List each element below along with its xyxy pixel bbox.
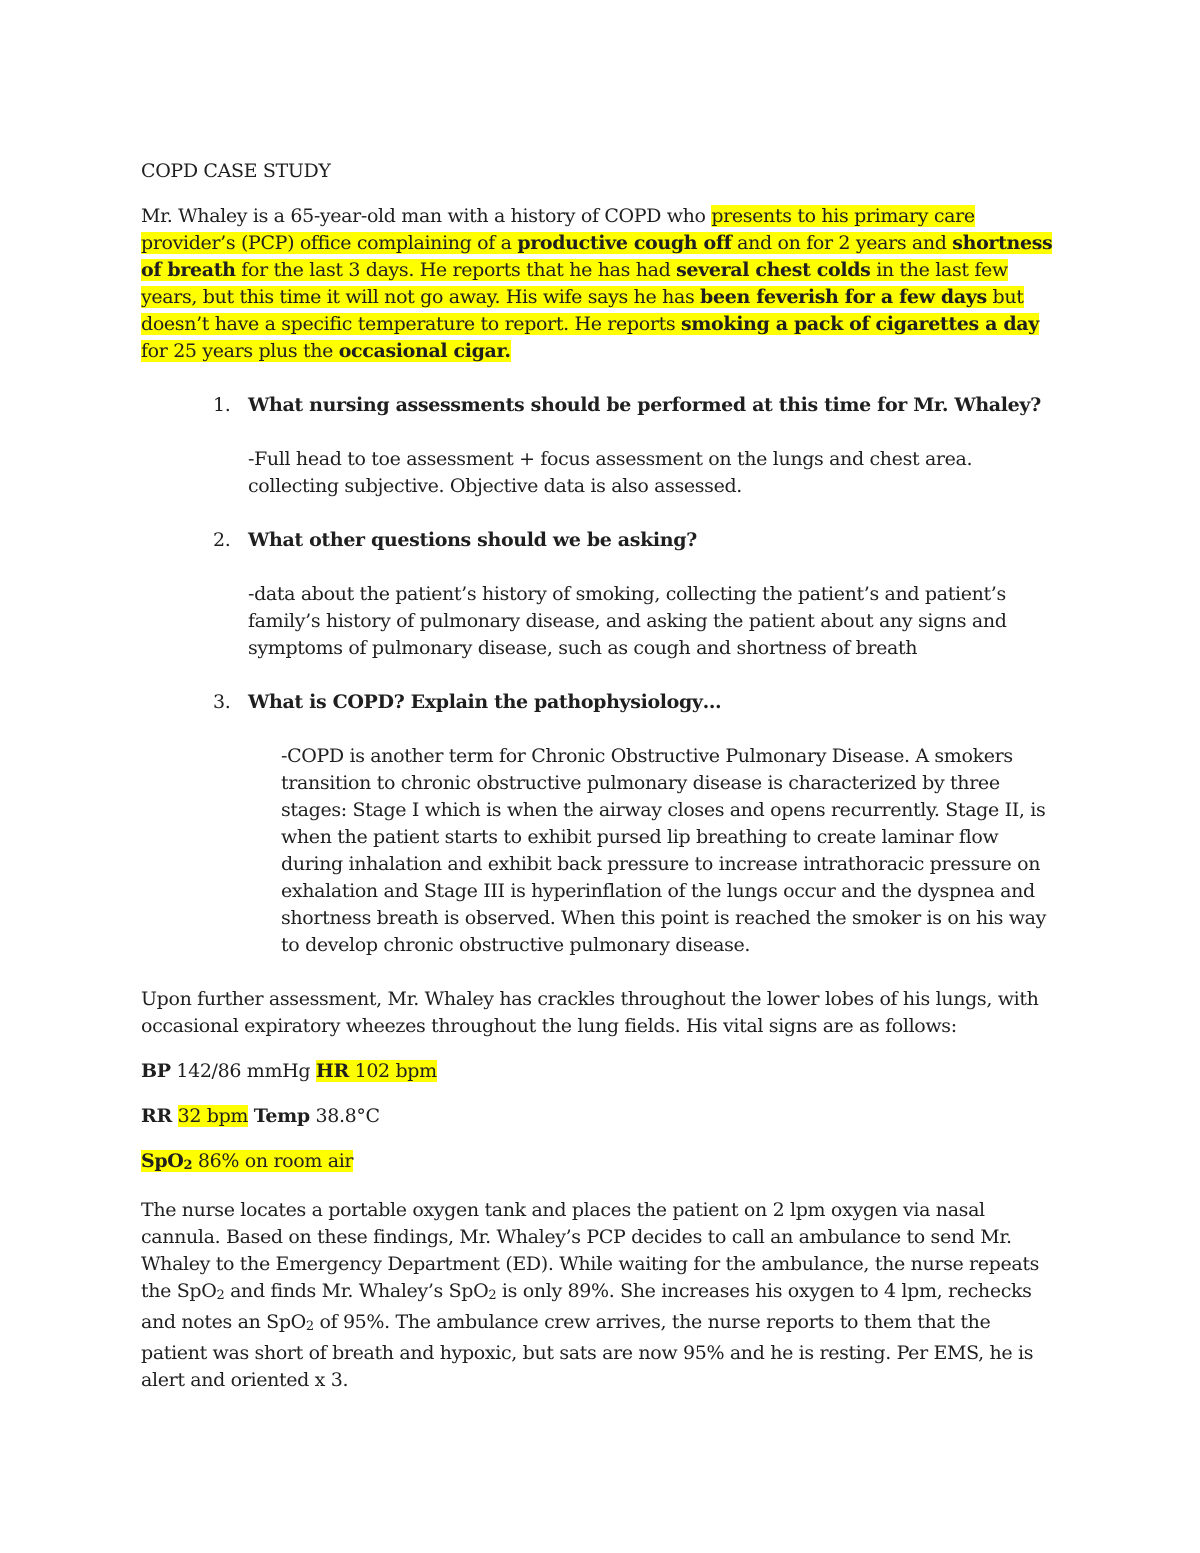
- subscript: 2: [488, 1288, 497, 1303]
- intro-text: and on for 2 years and: [731, 232, 953, 254]
- closing-text: of 95%. The ambulance crew arrives, the nurse reports to them that the patient was short of breath and hypoxic, but sats are now 95% and he is resting. Per EMS, he is alert and oriented x 3.: [141, 1311, 1034, 1391]
- document-title: COPD CASE STUDY: [141, 160, 331, 182]
- subscript: 2: [305, 1319, 314, 1334]
- intro-bold: productive cough off: [517, 232, 732, 254]
- intro-text: but doesn’t have a specific temperature to report. He reports: [141, 286, 1024, 335]
- bp-label: BP: [141, 1060, 171, 1082]
- subscript: 2: [216, 1288, 225, 1303]
- assessment-paragraph: Upon further assessment, Mr. Whaley has crackles throughout the lower lobes of his lungs, with occasional expiratory wheezes throughout the lung fields. His vital signs are as follows:: [141, 988, 1039, 1037]
- closing-text: The nurse locates a portable oxygen tank and places the patient on 2 lpm oxygen via nasal cannula. Based on these findings, Mr. Whaley’s PCP decides to call an ambulance to send Mr. Whaley to the Emergency Department (ED). While waiting for the ambulance, the nurse repeats the SpO: [141, 1199, 1040, 1302]
- closing-paragraph: [141, 1197, 1061, 1394]
- question-2: [141, 527, 1061, 554]
- vitals-line-1: [141, 1058, 1061, 1085]
- intro-bold: occasional cigar.: [338, 340, 511, 362]
- vitals-line-2: [141, 1103, 1061, 1130]
- intro-text: Mr. Whaley is a 65-year-old man with a history of COPD who: [141, 205, 712, 227]
- question-text: What other questions should we be asking?: [248, 529, 697, 551]
- answer-1: -Full head to toe assessment + focus assessment on the lungs and chest area. collecting subjective. Objective data is also assessed.: [248, 448, 973, 497]
- temp-value: 38.8°C: [309, 1105, 380, 1127]
- intro-text: presents to his primary care provider’s (PCP) office complaining of a: [141, 205, 975, 254]
- question-text: What is COPD? Explain the pathophysiology…: [248, 691, 722, 713]
- spo2-label: [141, 1150, 192, 1172]
- intro-text: for the last 3 days. He reports that he has had: [235, 259, 677, 281]
- hr-value: 102 bpm: [348, 1060, 437, 1082]
- answer-3: -COPD is another term for Chronic Obstructive Pulmonary Disease. A smokers transition to chronic obstructive pulmonary disease is characterized by three stages: Stage I which is when the airway closes and opens recurrently. Stage II, is when the patient starts to exhibit pursed lip breathing to create laminar flow during inhalation and exhibit back pressure to increase intrathoracic pressure on exhalation and Stage III is hyperinflation of the lungs occur and the dyspnea and shortness breath is observed. When this point is reached the smoker is on his way to develop chronic obstructive pulmonary disease.: [281, 745, 1047, 956]
- document-page: [141, 158, 1061, 1394]
- temp-label: Temp: [253, 1105, 310, 1127]
- rr-label: RR: [141, 1105, 172, 1127]
- closing-text: and finds Mr. Whaley’s SpO: [224, 1280, 489, 1302]
- highlighted-intro: [141, 205, 1052, 362]
- intro-text: for 25 years plus the: [141, 340, 339, 362]
- question-3: [141, 689, 1061, 716]
- question-number: 2.: [213, 529, 231, 551]
- spo2-subscript: 2: [183, 1158, 193, 1173]
- intro-bold: been feverish for a few days: [700, 286, 987, 308]
- bp-value: 142/86 mmHg: [170, 1060, 316, 1082]
- spo2-value: 86% on room air: [192, 1150, 354, 1172]
- case-intro-paragraph: [141, 203, 1061, 365]
- intro-text: in the last few years, but this time it will not go away. His wife says he has: [141, 259, 1008, 308]
- hr-highlight: [316, 1060, 437, 1082]
- intro-bold: smoking a pack of cigarettes a day: [680, 313, 1039, 335]
- hr-label: HR: [315, 1060, 349, 1082]
- answer-2: -data about the patient’s history of smoking, collecting the patient’s and patient’s family’s history of pulmonary disease, and asking the patient about any signs and symptoms of pulmonary disease, such as cough and shortness of breath: [248, 583, 1007, 659]
- intro-bold: several chest colds: [676, 259, 871, 281]
- spo2-highlight: [141, 1150, 353, 1172]
- intro-bold: shortness of breath: [141, 232, 1053, 281]
- rr-value: 32 bpm: [177, 1105, 249, 1127]
- question-number: 1.: [213, 394, 231, 416]
- question-text: What nursing assessments should be performed at this time for Mr. Whaley?: [248, 394, 1041, 416]
- closing-text: is only 89%. She increases his oxygen to 4 lpm, rechecks and notes an SpO: [141, 1280, 1032, 1333]
- vitals-line-3: [141, 1148, 1061, 1179]
- question-number: 3.: [213, 691, 231, 713]
- spo2-label-text: SpO: [141, 1150, 184, 1172]
- question-1: [141, 392, 1061, 419]
